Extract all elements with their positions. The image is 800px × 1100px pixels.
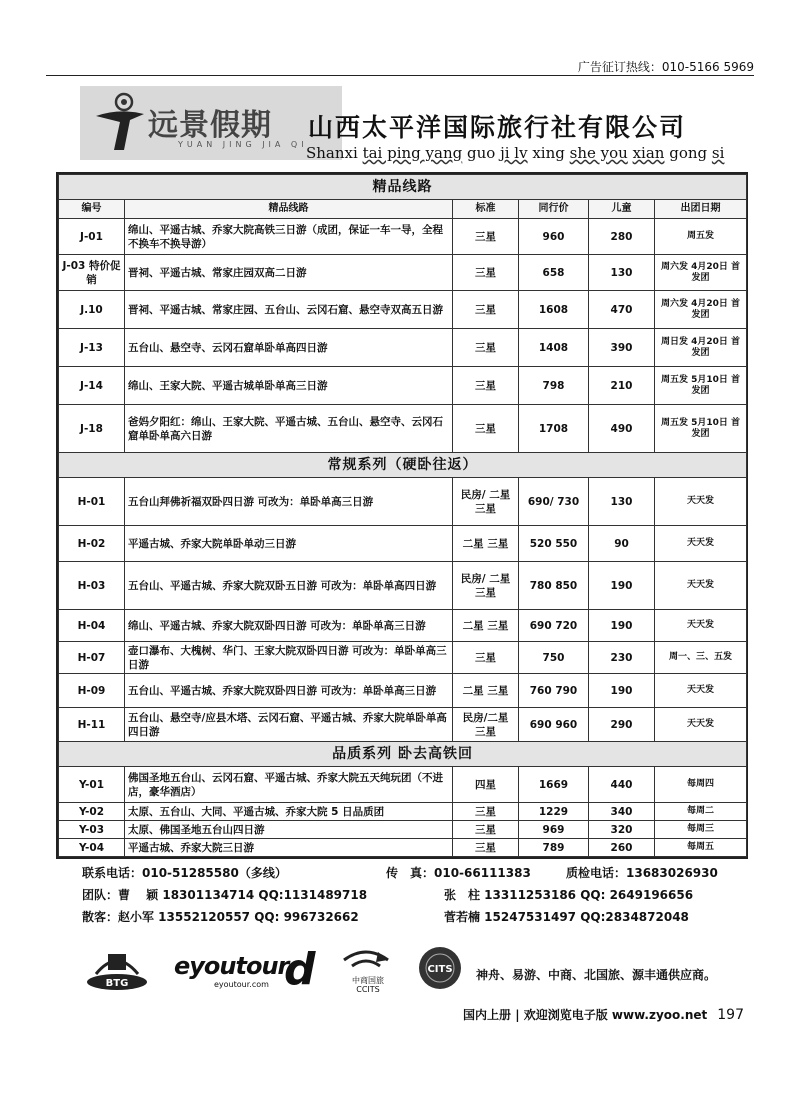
route-child-price: 190 [589, 610, 655, 642]
route-child-price: 470 [589, 291, 655, 329]
page-footer [463, 1006, 744, 1023]
column-header-row [59, 200, 747, 219]
company-pinyin-part: xian [632, 144, 665, 162]
route-name: 晋祠、平遥古城、常家庄园双高二日游 [125, 255, 453, 291]
route-child-price: 230 [589, 642, 655, 674]
route-departure: 每周五 [655, 839, 747, 857]
route-departure: 天天发 [655, 674, 747, 708]
route-code: J-18 [59, 405, 125, 453]
btg-label: BTG [105, 978, 129, 989]
route-departure: 天天发 [655, 610, 747, 642]
route-name: 平遥古城、乔家大院三日游 [125, 839, 453, 857]
route-name: 爸妈夕阳红：绵山、王家大院、平遥古城、五台山、悬空寺、云冈石窟单卧单高六日游 [125, 405, 453, 453]
table-row [59, 642, 747, 674]
table-row [59, 562, 747, 610]
route-price: 658 [519, 255, 589, 291]
route-code: Y-01 [59, 767, 125, 803]
route-code: H-09 [59, 674, 125, 708]
table-row [59, 767, 747, 803]
table-row [59, 405, 747, 453]
route-code: Y-04 [59, 839, 125, 857]
ccits-cn: 中商国旅 [352, 976, 384, 985]
company-pinyin [306, 144, 724, 162]
route-code: H-11 [59, 708, 125, 742]
route-standard: 二星 三星 [453, 610, 519, 642]
company-pinyin-part: she you [569, 144, 628, 162]
contact-zhang: 张 柱 13311253186 QQ: 2649196656 [444, 888, 694, 902]
table-row [59, 291, 747, 329]
contact-phone: 联系电话：010-51285580（多线） [82, 866, 287, 880]
column-header: 标准 [453, 200, 519, 219]
person-logo-icon [90, 90, 150, 156]
route-child-price: 90 [589, 526, 655, 562]
route-code: Y-03 [59, 821, 125, 839]
route-departure: 每周二 [655, 803, 747, 821]
route-name: 绵山、平遥古城、乔家大院双卧四日游 可改为：单卧单高三日游 [125, 610, 453, 642]
company-name: 山西太平洋国际旅行社有限公司 [308, 113, 687, 142]
route-child-price: 130 [589, 255, 655, 291]
route-name: 五台山、悬空寺/应县木塔、云冈石窟、平遥古城、乔家大院单卧单高四日游 [125, 708, 453, 742]
route-price: 780 850 [519, 562, 589, 610]
route-departure: 天天发 [655, 562, 747, 610]
logo-chinese-name: 远景假期 [148, 108, 272, 143]
route-child-price: 390 [589, 329, 655, 367]
ccits-name [340, 976, 396, 994]
table-row [59, 526, 747, 562]
section-header [59, 453, 747, 478]
table-row [59, 219, 747, 255]
company-pinyin-part: Shanxi [306, 144, 363, 162]
route-price: 690 720 [519, 610, 589, 642]
route-standard: 二星 三星 [453, 526, 519, 562]
column-header: 精品线路 [125, 200, 453, 219]
section-title: 品质系列 卧去高铁回 [59, 742, 747, 767]
route-name: 壶口瀑布、大槐树、华门、王家大院双卧四日游 可改为：单卧单高三日游 [125, 642, 453, 674]
section-title: 精品线路 [59, 175, 747, 200]
route-code: J-13 [59, 329, 125, 367]
company-pinyin-part: si [711, 144, 725, 162]
route-standard: 三星 [453, 329, 519, 367]
route-name: 平遥古城、乔家大院单卧单动三日游 [125, 526, 453, 562]
table-row [59, 674, 747, 708]
route-name: 佛国圣地五台山、云冈石窟、平遥古城、乔家大院五天纯玩团（不进店，豪华酒店） [125, 767, 453, 803]
route-code: J-01 [59, 219, 125, 255]
route-table [56, 172, 748, 859]
route-standard: 三星 [453, 219, 519, 255]
route-price: 798 [519, 367, 589, 405]
route-name: 五台山、平遥古城、乔家大院双卧四日游 可改为：单卧单高三日游 [125, 674, 453, 708]
route-code: Y-02 [59, 803, 125, 821]
route-code: H-03 [59, 562, 125, 610]
table-row [59, 708, 747, 742]
section-header [59, 175, 747, 200]
route-price: 1708 [519, 405, 589, 453]
route-price: 690/ 730 [519, 478, 589, 526]
route-price: 760 790 [519, 674, 589, 708]
route-name: 五台山拜佛祈福双卧四日游 可改为：单卧单高三日游 [125, 478, 453, 526]
table-row [59, 255, 747, 291]
table-row [59, 329, 747, 367]
route-name: 太原、佛国圣地五台山四日游 [125, 821, 453, 839]
section-title: 常规系列（硬卧往返） [59, 453, 747, 478]
table-row [59, 610, 747, 642]
table-row [59, 367, 747, 405]
cits-label: CITS [427, 964, 453, 975]
route-name: 五台山、平遥古城、乔家大院双卧五日游 可改为：单卧单高四日游 [125, 562, 453, 610]
btg-logo-icon [82, 944, 152, 992]
route-departure: 天天发 [655, 478, 747, 526]
route-departure: 周五发 5月10日 首发团 [655, 367, 747, 405]
contact-team: 团队：曹 颖 18301134714 QQ:1131489718 [82, 888, 368, 902]
table-row [59, 821, 747, 839]
route-departure: 周六发 4月20日 首发团 [655, 255, 747, 291]
table-row [59, 478, 747, 526]
eyoutour-name: eyoutour [174, 952, 289, 980]
contact-guan: 菅若楠 15247531497 QQ:2834872048 [444, 910, 689, 924]
route-child-price: 440 [589, 767, 655, 803]
company-pinyin-part: xing [527, 144, 570, 162]
route-standard: 二星 三星 [453, 674, 519, 708]
company-pinyin-part: ji lv [500, 144, 528, 162]
eyoutour-url: eyoutour.com [214, 980, 269, 989]
route-standard: 三星 [453, 255, 519, 291]
route-standard: 四星 [453, 767, 519, 803]
company-pinyin-part: guo [462, 144, 501, 162]
route-name: 绵山、王家大院、平遥古城单卧单高三日游 [125, 367, 453, 405]
route-child-price: 130 [589, 478, 655, 526]
route-child-price: 320 [589, 821, 655, 839]
route-name: 晋祠、平遥古城、常家庄园、五台山、云冈石窟、悬空寺双高五日游 [125, 291, 453, 329]
eyoutour-d-mark: d [284, 944, 316, 995]
route-price: 520 550 [519, 526, 589, 562]
route-standard: 三星 [453, 803, 519, 821]
route-price: 750 [519, 642, 589, 674]
header [56, 86, 746, 166]
footer-text: 国内上册 | 欢迎浏览电子版 www.zyoo.net [463, 1008, 708, 1022]
route-child-price: 190 [589, 562, 655, 610]
ccits-en: CCITS [356, 985, 380, 994]
route-child-price: 490 [589, 405, 655, 453]
company-pinyin-part: gong [664, 144, 712, 162]
table-row [59, 803, 747, 821]
partner-logos [82, 944, 752, 994]
route-code: H-02 [59, 526, 125, 562]
ad-hotline: 广告征订热线：010-5166 5969 [577, 60, 754, 74]
route-standard: 三星 [453, 367, 519, 405]
route-departure: 天天发 [655, 708, 747, 742]
page-number: 197 [717, 1007, 744, 1023]
route-departure: 周五发 5月10日 首发团 [655, 405, 747, 453]
route-code: J.10 [59, 291, 125, 329]
route-child-price: 340 [589, 803, 655, 821]
route-code: J-14 [59, 367, 125, 405]
logo-pinyin: YUAN JING JIA QI [178, 140, 308, 149]
route-price: 1669 [519, 767, 589, 803]
route-standard: 三星 [453, 821, 519, 839]
section-header [59, 742, 747, 767]
route-price: 1408 [519, 329, 589, 367]
contact-individual: 散客：赵小军 13552120557 QQ: 996732662 [82, 910, 359, 924]
contact-fax: 传 真：010-66111383 [386, 866, 531, 880]
route-price: 690 960 [519, 708, 589, 742]
cits-logo-icon [410, 944, 470, 992]
route-departure: 周六发 4月20日 首发团 [655, 291, 747, 329]
route-code: J-03 特价促 销 [59, 255, 125, 291]
route-departure: 每周三 [655, 821, 747, 839]
route-standard: 民房/ 二星 三星 [453, 478, 519, 526]
route-departure: 周五发 [655, 219, 747, 255]
route-code: H-04 [59, 610, 125, 642]
route-code: H-01 [59, 478, 125, 526]
column-header: 出团日期 [655, 200, 747, 219]
route-standard: 三星 [453, 405, 519, 453]
route-standard: 三星 [453, 642, 519, 674]
route-standard: 三星 [453, 839, 519, 857]
table-row [59, 839, 747, 857]
column-header: 同行价 [519, 200, 589, 219]
route-departure: 周日发 4月20日 首发团 [655, 329, 747, 367]
route-child-price: 190 [589, 674, 655, 708]
route-price: 969 [519, 821, 589, 839]
column-header: 儿童 [589, 200, 655, 219]
route-price: 1229 [519, 803, 589, 821]
route-price: 789 [519, 839, 589, 857]
top-divider [46, 75, 754, 76]
route-child-price: 260 [589, 839, 655, 857]
route-standard: 三星 [453, 291, 519, 329]
route-name: 太原、五台山、大同、平遥古城、乔家大院 5 日品质团 [125, 803, 453, 821]
brand-logo [80, 86, 342, 160]
route-standard: 民房/ 二星 三星 [453, 562, 519, 610]
route-departure: 周一、三、五发 [655, 642, 747, 674]
partners-note: 神舟、易游、中商、北国旅、源丰通供应商。 [476, 968, 717, 982]
column-header: 编号 [59, 200, 125, 219]
route-name: 绵山、平遥古城、乔家大院高铁三日游（成团，保证一车一导，全程不换车不换导游） [125, 219, 453, 255]
route-child-price: 210 [589, 367, 655, 405]
route-price: 1608 [519, 291, 589, 329]
route-departure: 每周四 [655, 767, 747, 803]
route-standard: 民房/二星 三星 [453, 708, 519, 742]
route-child-price: 280 [589, 219, 655, 255]
route-name: 五台山、悬空寺、云冈石窟单卧单高四日游 [125, 329, 453, 367]
route-child-price: 290 [589, 708, 655, 742]
route-departure: 天天发 [655, 526, 747, 562]
contact-qc: 质检电话：13683026930 [566, 866, 718, 880]
route-code: H-07 [59, 642, 125, 674]
company-pinyin-part: tai ping yang [362, 144, 463, 162]
eyoutour-logo [174, 952, 288, 989]
route-price: 960 [519, 219, 589, 255]
